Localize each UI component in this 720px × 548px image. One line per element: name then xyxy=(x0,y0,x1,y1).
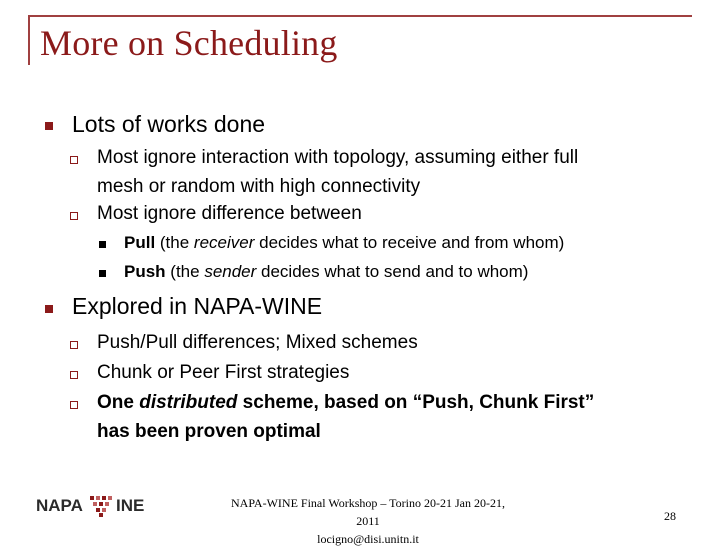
slide-frame-top xyxy=(28,15,692,17)
bold-post: scheme, based on “Push, Chunk First” xyxy=(237,392,595,413)
hollow-square-icon xyxy=(70,371,78,379)
bullet-square-icon xyxy=(45,122,53,130)
napa-wine-logo xyxy=(36,494,151,518)
pull-post: decides what to receive and from whom) xyxy=(254,233,565,252)
sub-sub-bullet-push xyxy=(124,262,528,282)
sub-bullet-1-1 xyxy=(97,143,578,201)
bullet-1-text: Lots of works done xyxy=(72,111,266,137)
sub-bullet-2-2: Chunk or Peer First strategies xyxy=(97,362,350,383)
logo-text-right: INE xyxy=(116,496,145,515)
sub-bullet-1-1-line1: Most ignore interaction with topology, assuming either full xyxy=(97,147,579,168)
sub-bullet-2-3 xyxy=(97,388,594,446)
bold-pre: One xyxy=(97,392,140,413)
sub-bullet-2-1: Push/Pull differences; Mixed schemes xyxy=(97,332,418,353)
push-em: sender xyxy=(204,262,257,281)
sub-bullet-2-3-line1 xyxy=(97,388,594,417)
bullet-2-text: Explored in NAPA-WINE xyxy=(72,293,323,319)
bullet-square-icon xyxy=(45,305,53,313)
sub-bullet-1-1-line2: mesh or random with high connectivity xyxy=(97,176,421,197)
hollow-square-icon xyxy=(70,401,78,409)
pull-label: Pull xyxy=(124,233,156,252)
small-square-icon xyxy=(99,241,106,248)
push-pre: (the xyxy=(165,262,205,281)
footer-line-1: NAPA-WINE Final Workshop – Torino 20-21 Jan 20-21, 2011 xyxy=(231,496,505,528)
sub-sub-bullet-pull xyxy=(124,233,564,253)
bold-em: distributed xyxy=(139,392,238,413)
slide-frame-left xyxy=(28,15,30,65)
push-label: Push xyxy=(124,262,166,281)
sub-bullet-1-2: Most ignore difference between xyxy=(97,203,362,224)
hollow-square-icon xyxy=(70,212,78,220)
footer-line-2: locigno@disi.unitn.it xyxy=(317,532,419,546)
sub-bullet-2-3-line2: has been proven optimal xyxy=(97,421,321,442)
hollow-square-icon xyxy=(70,341,78,349)
page-number: 28 xyxy=(664,509,676,523)
push-post: decides what to send and to whom) xyxy=(256,262,529,281)
pull-pre: (the xyxy=(155,233,194,252)
logo-text-left: NAPA xyxy=(36,496,83,515)
wine-glass-logo-icon xyxy=(88,494,118,518)
hollow-square-icon xyxy=(70,156,78,164)
pull-em: receiver xyxy=(193,233,255,252)
small-square-icon xyxy=(99,270,106,277)
slide-title: More on Scheduling xyxy=(40,23,338,63)
